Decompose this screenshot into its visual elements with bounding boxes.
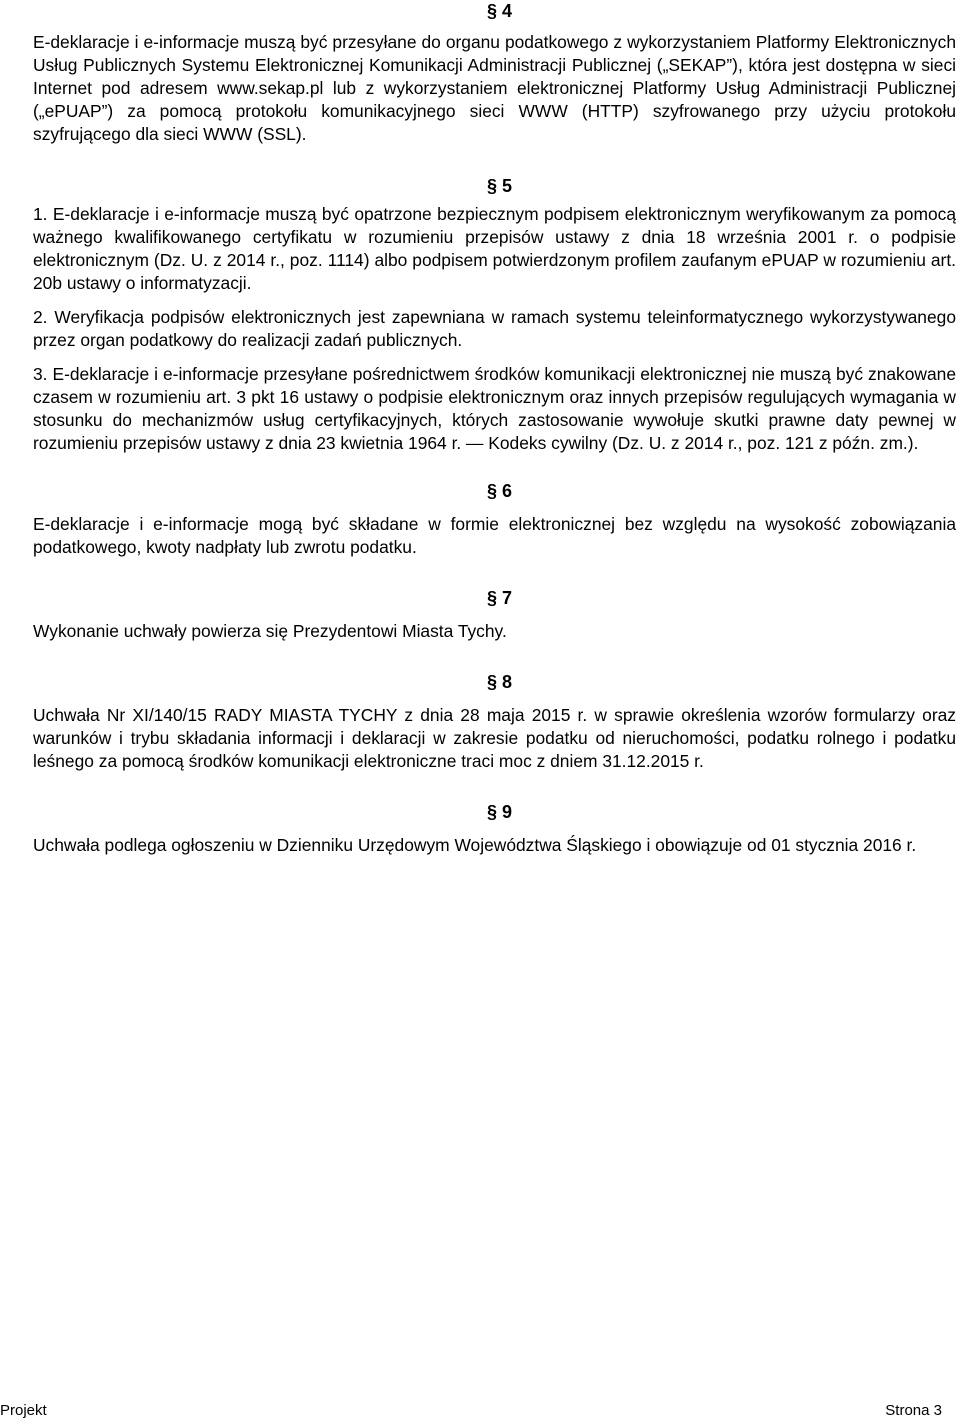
section-5-paragraph-3: 3. E-deklaracje i e-informacje przesyłane pośrednictwem środków komunikacji elektronicznej nie muszą być znakowane czasem w rozumieniu art. 3 pkt 16 ustawy o podpisie elektronicznym oraz innych przepisów regulujących wymagania w stosunku do mechanizmów usług certyfikacyjnych, których zastosowanie wywołuje skutki prawne daty pewnej w rozumieniu przepisów ustawy z dnia 23 kwietnia 1964 r. — Kodeks cywilny (Dz. U. z 2014 r., poz. 121 z późn. zm.). bbox=[33, 364, 956, 453]
section-5-paragraph-2: 2. Weryfikacja podpisów elektronicznych jest zapewniana w ramach systemu teleinformatycznego wykorzystywanego przez organ podatkowy do realizacji zadań publicznych. bbox=[33, 307, 956, 350]
footer-page-number: Strona 3 bbox=[885, 1402, 942, 1419]
section-4-title: § 4 bbox=[486, 1, 513, 21]
footer-project-label: Projekt bbox=[0, 1402, 47, 1419]
section-9-paragraph: Uchwała podlega ogłoszeniu w Dzienniku Urzędowym Województwa Śląskiego i obowiązuje od 01 stycznia 2016 r. bbox=[33, 835, 917, 855]
section-7-paragraph: Wykonanie uchwały powierza się Prezydentowi Miasta Tychy. bbox=[33, 621, 507, 641]
section-7-title: § 7 bbox=[486, 588, 513, 608]
document-page bbox=[33, 0, 956, 857]
section-4-paragraph: E-deklaracje i e-informacje muszą być przesyłane do organu podatkowego z wykorzystaniem Platformy Elektronicznych Usług Publicznych Systemu Elektronicznej Komunikacji Administracji Publicznej („SEKAP”), która jest dostępna w sieci Internet pod adresem www.sekap.pl lub z wykorzystaniem elektronicznej Platformy Usług Administracji Publicznej („ePUAP”) za pomocą protokołu komunikacyjnego sieci WWW (HTTP) szyfrowanego przy użyciu protokołu szyfrującego dla sieci WWW (SSL). bbox=[33, 32, 956, 144]
section-9-title: § 9 bbox=[486, 802, 513, 822]
section-6-title: § 6 bbox=[486, 481, 513, 501]
section-8-title: § 8 bbox=[486, 672, 513, 692]
section-6-paragraph: E-deklaracje i e-informacje mogą być składane w formie elektronicznej bez względu na wysokość zobowiązania podatkowego, kwoty nadpłaty lub zwrotu podatku. bbox=[33, 514, 956, 557]
section-5-title: § 5 bbox=[486, 176, 513, 196]
section-5-paragraph-1: 1. E-deklaracje i e-informacje muszą być opatrzone bezpiecznym podpisem elektronicznym weryfikowanym za pomocą ważnego kwalifikowanego certyfikatu w rozumieniu przepisów ustawy z dnia 18 września 2001 r. o podpisie elektronicznym (Dz. U. z 2014 r., poz. 1114) albo podpisem potwierdzonym profilem zaufanym ePUAP w rozumieniu art. 20b ustawy o informatyzacji. bbox=[33, 204, 956, 293]
section-8-paragraph: Uchwała Nr XI/140/15 RADY MIASTA TYCHY z dnia 28 maja 2015 r. w sprawie określenia wzorów formularzy oraz warunków i trybu składania informacji i deklaracji w zakresie podatku od nieruchomości, podatku rolnego i podatku leśnego za pomocą środków komunikacji elektroniczne traci moc z dniem 31.12.2015 r. bbox=[33, 705, 956, 771]
